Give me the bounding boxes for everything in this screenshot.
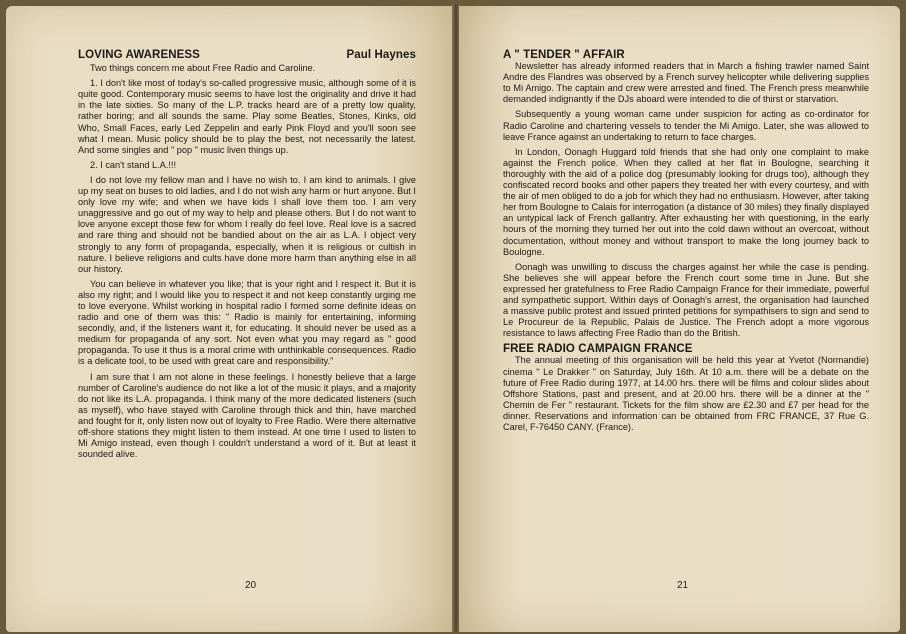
paragraph: I do not love my fellow man and I have no wish to. I am kind to animals. I give up my seat on buses to old ladies, and I do not wish any harm or hurt anyone. But I only love my wife; and when we have kids I shall love them too. I am very unaggressive and go out of my way to help and please others. But I do not want to love anyone except those few for whom I really do feel love. Real love is a sacred and rare thing and should not be bandied about on the air as L.A. I object very strongly to any form of propaganda, especially, when it is religious or cultish in nature. I believe religions and cults have done more harm than anything else in all our history. — [78, 174, 416, 274]
paragraph: In London, Oonagh Huggard told friends that she had only one complaint to make against the French police. When they called at her flat in Boulogne, searching it thoroughly with the aid of a police dog (presumably looking for drugs too), although they confiscated record books and other papers they treated her with every courtesy, and with the air of men obliged to do a job for which they had no enthusiasm. However, after taking her from Boulogne to Calais for interrogation (a distance of 30 miles) they finally displayed an untypical lack of French gallantry. After exhausting her with questioning, in the early hours of the morning they turned her out into the cold dawn without an overcoat, without documentation, without money and without transport to make the long journey back to Boulogne. — [503, 146, 869, 257]
paragraph: 1. I don't like most of today's so-called progressive music, although some of it is quite good. Contemporary music seems to have lost the originality and drive it had in the late sixties. So many of the L.P. tracks heard are of a pretty low quality, rather boring; and all sounds the same. Play some Beatles, Stones, Kinks, old Who, Small Faces, early Led Zeppelin and early Pink Floyd and you'll soon see what I mean. Music policy should be to play the best, not necessarily the latest. And some singles and " pop " music liven things up. — [78, 78, 416, 155]
section-title: FREE RADIO CAMPAIGN FRANCE — [503, 343, 693, 356]
left-page — [6, 6, 453, 632]
left-column — [78, 50, 416, 464]
page-number: 20 — [245, 580, 257, 591]
page-number: 21 — [677, 580, 689, 591]
paragraph: You can believe in whatever you like; that is your right and I respect it. But it is also my right; and I would like you to respect it and not keep constantly urging me to love everyone. Whilst working in hospital radio I formed some definite ideas on radio and one of them was this: " Radio is mainly for entertaining, informing secondly, and, if the listeners want it, for educating. It should never be used as a medium for propaganda of any sort. Not even what you may regard as " good propaganda. To use it thus is a moral crime with unthinkable consequences. Radio is a delicate tool, to be used with great care and responsibility." — [78, 278, 416, 367]
article-header — [78, 50, 416, 61]
article-author: Paul Haynes — [346, 49, 416, 61]
paragraph: Two things concern me about Free Radio and Caroline. — [90, 63, 316, 74]
paragraph: The annual meeting of this organisation will be held this year at Yvetot (Normandie) cinema " Le Drakker " on Saturday, July 16th. At 10 a.m. there will be a debate on the future of Free Radio during 1977, at 14.00 hrs. there will be films and colour slides about Offshore Stations, past and present, and at 20.00 hrs. there will be a dinner at the " Chemin de Fer " restaurant. Tickets for the film show are £2.30 and £7 per head for the dinner. Reservations and information can be obtained from FRC FRANCE, 37 Rue G. Carel, F-76450 CANY. (France). — [503, 355, 869, 432]
paragraph: 2. I can't stand L.A.!!! — [90, 159, 177, 170]
paragraph: Subsequently a young woman came under suspicion for acting as co-ordinator for Radio Caroline and chartering vessels to tender the Mi Amigo. Later, she was allowed to leave France against an undertaking to return to face charges. — [503, 109, 869, 142]
article-title: A " TENDER " AFFAIR — [503, 49, 625, 61]
paragraph: Oonagh was unwilling to discuss the charges against her while the case is pending. She believes she will appear before the French court some time in June. But she expressed her gratefulness to Free Radio Campaign France for their immediate, powerful and sympathetic support. Within days of Oonagh's arrest, the organisation had launched a massive public protest and issued printed petitions for sympathisers to sign and send to Le Procureur de la Republic, Palais de Justice. The French adopt a more vigorous resistance to laws affecting Free Radio than do the British. — [503, 261, 869, 339]
paragraph: Newsletter has already informed readers that in March a fishing trawler named Saint Andre des Flandres was observed by a French survey helicopter while delivering supplies to Mi Amigo. The captain and crew were arrested and fined. The French press meanwhile demanded indignantly if the DJs aboard were intended to die of thirst or starvation. — [503, 61, 869, 105]
paragraph: I am sure that I am not alone in these feelings. I honestly believe that a large number of Caroline's audience do not like a lot of the music it plays, and a majority do not like its L.A. propaganda. I think many of the more dedicated listeners (such as myself), who have stayed with Caroline through thick and thin, have marched and fought for it, only listen now out of loyalty to Free Radio. Were there alternative off-shore stations they might listen to them instead. At one time I used to listen to Mi Amigo instead, even though I couldn't understand a word of it. But at least it sounded alive. — [78, 371, 416, 460]
article-title: LOVING AWARENESS — [78, 49, 200, 61]
right-column — [503, 50, 869, 437]
right-page — [459, 6, 900, 632]
